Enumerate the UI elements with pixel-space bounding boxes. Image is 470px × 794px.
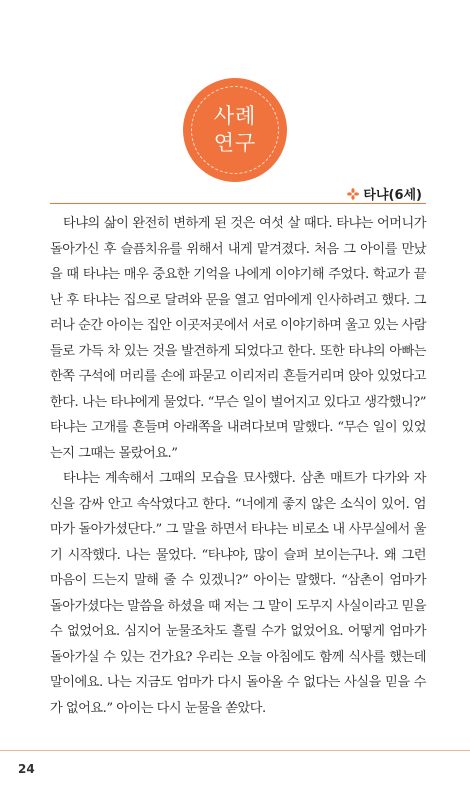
badge-line-1: 사례 (213, 104, 257, 128)
case-subject-label: 타냐(6세) (363, 188, 422, 203)
case-study-badge-ring (191, 86, 279, 174)
header-divider (50, 203, 426, 204)
paragraph: 타냐의 삶이 완전히 변하게 된 것은 여섯 살 때다. 타냐는 어머니가 돌아가신 후 슬픔치유를 위해서 내게 맡겨졌다. 처음 그 아이를 만났을 때 타냐는 매우 중요한 기억을 나에게 이야기해 주었다. 학교가 끝난 후 타냐는 집으로 달려와 문을 열고 엄마에게 인사하려고 했다. 그러나 순간 아이는 집안 이곳저곳에서 서로 이야기하며 울고 있는 사람들로 가득 차 있는 것을 발견하게 되었다고 한다. 또한 타냐의 아빠는 한쪽 구석에 머리를 손에 파묻고 이리저리 흔들거리며 앉아 있었다고 한다. 나는 타냐에게 물었다. “무슨 일이 벌어지고 있다고 생각했니?” 타냐는 고개를 흔들며 아래쪽을 내려다보며 말했다. “무슨 일이 있었는지 그때는 몰랐어요.” (50, 216, 426, 461)
case-study-badge (183, 78, 287, 182)
case-header (347, 184, 422, 203)
badge-line-2: 연구 (213, 131, 257, 155)
page-number: 24 (18, 762, 35, 776)
footer-divider (0, 750, 470, 751)
paragraph: 타냐는 계속해서 그때의 모습을 묘사했다. 삼촌 매트가 다가와 자신을 감싸 안고 속삭였다고 한다. “너에게 좋지 않은 소식이 있어. 엄마가 돌아가셨단다.” 그 말을 하면서 타냐는 비로소 내 사무실에서 울기 시작했다. 나는 물었다. “타냐야, 많이 슬퍼 보이는구나. 왜 그런 마음이 드는지 말해 줄 수 있겠니?” 아이는 말했다. “삼촌이 엄마가 돌아가셨다는 말씀을 하셨을 때 저는 그 말이 도무지 사실이라고 믿을 수 없었어요. 심지어 눈물조차도 흘릴 수가 없었어요. 어떻게 엄마가 돌아가실 수 있는 건가요? 우리는 오늘 아침에도 함께 식사를 했는데 말이에요. 나는 지금도 엄마가 다시 돌아올 수 없다는 사실을 믿을 수가 없어요.” 아이는 다시 눈물을 쏟았다. (50, 471, 426, 716)
body-text (50, 211, 426, 721)
flower-icon (347, 188, 359, 200)
